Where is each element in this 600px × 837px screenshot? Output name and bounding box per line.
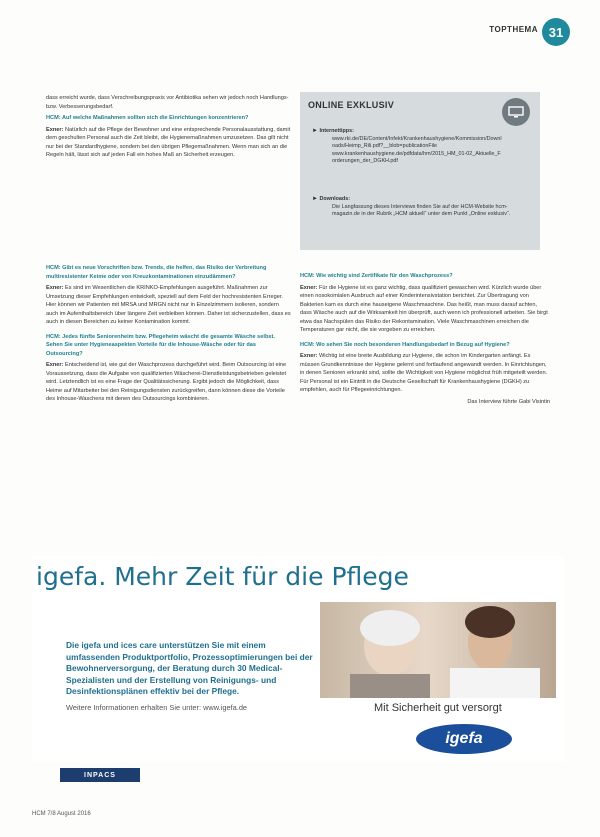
internet-tips-label: Internettipps: — [319, 128, 354, 134]
downloads-text: Die Langfassung dieses Interviews finden Sie auf der HCM-Website hcm-magazin.de in der Rubrik „HCM aktuell“ unter dem Punkt „Online exklusiv“. — [332, 203, 511, 218]
answer-text: Es sind im Wesentlichen die KRINKO-Empfehlungen ausgeführt. Maßnahmen zur Umsetzung dieser Empfehlungen entwickelt, speziell auf dem Feld der hochresistenten Erreger. Hier können wir Patienten mit MRSA und MRGN nicht nur in Einzelzimmern isolieren, sondern auch im Aufenthaltsbereich über längere Zeit verbleiben können. Daher ist sicherzustellen, dass es auch in diesen Bereichen zu keiner Kontamination kommt. — [46, 285, 291, 325]
inpacs-logo: INPACS — [60, 768, 140, 782]
intro-text: dass erreicht wurde, dass Verschreibungspraxis vor Antibiotika sehen wir jedoch noch Handlungs- bzw. Verbesserungsbedarf. — [46, 95, 289, 110]
question-2: HCM: Gibt es neue Vorschriften bzw. Trends, die helfen, das Risiko der Verbreitung multiresistenter Keime oder von Kreuzkontaminationen einzudämmen? — [46, 265, 267, 280]
photo-illustration — [320, 602, 556, 698]
downloads-row — [312, 196, 522, 204]
online-exclusive-box — [300, 92, 540, 250]
monitor-icon — [502, 98, 530, 126]
answer-label: Exner: — [300, 353, 318, 359]
right-column — [300, 272, 550, 409]
answer-text: Wichtig ist eine breite Ausbildung zur Hygiene, die schon im Kindergarten anfängt. Es müssen Grundkenntnisse der Hygiene gelernt und fortlaufend angewandt werden. In Einrichtungen, in denen Senioren erkrankt sind, sollte die Wichtigkeit von Hygiene möglichst früh mitgeteilt werden. Für Personal ist ein Eintritt in die Deutsche Gesellschaft für Krankenhaushygiene (DGKH) zu empfehlen, auch für Pflegeeinrichtungen. — [300, 353, 548, 393]
ad-title: igefa. Mehr Zeit für die Pflege — [36, 562, 409, 591]
downloads-label: Downloads: — [319, 196, 350, 202]
answer-text: Entscheidend ist, wie gut der Waschprozess durchgeführt wird. Beim Outsourcing ist eine Voraussetzung, dass die Aufgabe von qualifizierten Wäscherei-Dienstleistungsbetrieben geleistet wird. Letztendlich ist es eine Frage der Qualitätssicherung. Ergibt jedoch die Möglichkeit, dass Heime auf Mitarbeiter bei den Reinigungsdiensten zurückgreifen, dann können diese die Vorteile des Inhouse-Waschens mit denen des Outsourcings kombinieren. — [46, 362, 287, 402]
nurse-senior-photo — [320, 602, 556, 698]
interview-signature: Das Interview führte Gabi Visintin — [467, 398, 550, 405]
answer-label: Exner: — [300, 284, 318, 291]
answer-text: Natürlich auf die Pflege der Bewohner und eine entsprechende Personalausstattung, damit dem geschulten Personal auch die Zeit bleibt, die Hygienemaßnahmen umzusetzen. Das gilt nicht nur bei der Standardhygiene, sondern bei den übrigen Pflegemaßnahmen. Wenn man sich an die Regeln hält, lässt sich auf jeden Fall ein hohes Maß an Sicherheit erzeugen. — [46, 126, 291, 158]
answer-label: Exner: — [46, 285, 64, 291]
link-2[interactable]: www.krankenhaushygiene.de/pdfdata/hm/2015_HM_01-02_Aktuelle_Forderungen_der_DGKH.pdf — [332, 150, 501, 165]
link-1[interactable]: www.rki.de/DE/Content/Infekt/Krankenhaushygiene/Kommission/Downloads/Heimp_Rili.pdf?__blob=publicationFile — [332, 135, 502, 150]
answer-1 — [46, 126, 292, 160]
igefa-logo: igefa — [416, 724, 512, 754]
answer-3 — [46, 361, 292, 404]
answer-4 — [300, 284, 550, 335]
ad-body-text: Die igefa und ices care unterstützen Sie mit einem umfassenden Produktportfolio, Prozessoptimierungen bei der Bewohnerversorgung, der Beratung durch 30 Medical-Spezialisten und der Erstellung von Reinigungs- und Desinfektionsplänen effektiv bei der Pflege. — [66, 640, 313, 696]
page-number-badge: 31 — [542, 18, 570, 46]
ad-slogan: Mit Sicherheit gut versorgt — [374, 702, 502, 714]
answer-label: Exner: — [46, 362, 64, 368]
left-column — [46, 94, 292, 163]
question-3: HCM: Jedes fünfte Seniorenheim bzw. Pflegeheim wäscht die gesamte Wäsche selbst. Sehen Sie unter Hygieneaspekten Vorteile für die Inhouse-Wäsche oder für das Outsourcing? — [46, 333, 275, 357]
section-label: TOPTHEMA — [489, 25, 538, 34]
question-1: HCM: Auf welche Maßnahmen sollten sich die Einrichtungen konzentrieren? — [46, 115, 249, 121]
question-5: HCM: Wo sehen Sie noch besonderen Handlungsbedarf in Bezug auf Hygiene? — [300, 341, 510, 348]
ad-info-link[interactable]: Weitere Informationen erhalten Sie unter: www.igefa.de — [66, 703, 248, 712]
internet-tips — [312, 128, 502, 166]
arrow-icon: ► — [312, 128, 318, 134]
left-column-lower — [46, 264, 292, 407]
footer-text: HCM 7/8 August 2016 — [32, 811, 91, 817]
answer-2 — [46, 284, 292, 327]
online-box-title: ONLINE EXKLUSIV — [308, 100, 395, 110]
answer-label: Exner: — [46, 126, 64, 133]
question-4: HCM: Wie wichtig sind Zertifikate für den Waschprozess? — [300, 273, 453, 279]
answer-text: Für die Hygiene ist es ganz wichtig, dass qualifiziert gewaschen wird. Kürzlich wurde über einen nosokomialen Ausbruch auf einer Kinderintensivstation berichtet. Zur Übertragung von Bakterien kam es durch eine hauseigene Waschmaschine. Das heißt, man muss darauf achten, dass Wäsche auch auf die Wirksamkeit hin überprüft, auch wenn ich professionell arbeiten. Sie birgt etwa das Nachspülen das Risiko der Rekontamination. Viele Waschmaschinen erreichen die Temperaturen gar nicht, die sie vorgeben zu erreichen. — [300, 284, 548, 333]
internet-tips-row — [312, 128, 502, 136]
arrow-icon: ► — [312, 196, 318, 202]
answer-5 — [300, 352, 550, 395]
downloads — [312, 196, 522, 219]
